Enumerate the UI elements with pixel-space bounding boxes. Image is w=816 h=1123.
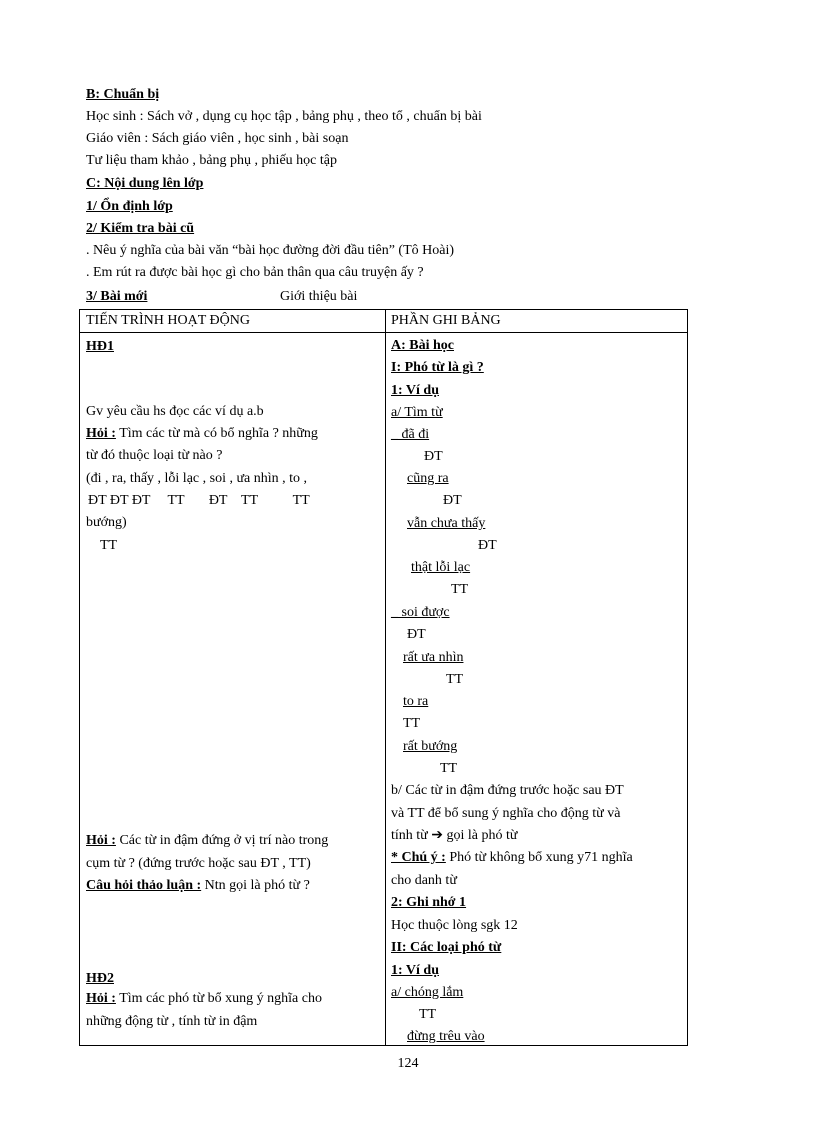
tag-dt: ĐT <box>478 538 497 553</box>
example-that-loi-lac: thật lỗi lạc <box>411 560 471 575</box>
note-line-1: * Chú ý : Phó từ không bổ xung y71 nghĩa <box>391 850 633 865</box>
review-question-1: . Nêu ý nghĩa của bài văn “bài học đường đời đầu tiên” (Tô Hoài) <box>86 243 454 258</box>
example-dung-treu-vao: đừng trêu vào <box>407 1029 485 1044</box>
note-line-2: cho danh từ <box>391 873 457 888</box>
intro-text: Giới thiệu bài <box>280 289 358 304</box>
find-words: a/ Tìm từ <box>391 405 443 420</box>
header-divider <box>80 332 687 333</box>
example-1-heading: 1: Ví dụ <box>391 383 439 398</box>
example-van-chua-thay: vẫn chưa thấy <box>407 516 486 531</box>
note-label: * Chú ý : <box>391 850 446 865</box>
prep-teacher: Giáo viên : Sách giáo viên , học sinh , bài soạn <box>86 131 349 146</box>
section-1: 1/ Ổn định lớp <box>86 199 173 214</box>
tag-tt: TT <box>419 1007 437 1022</box>
hd1-label: HĐ1 <box>86 339 114 354</box>
col1-header: TIẾN TRÌNH HOẠT ĐỘNG <box>86 313 250 328</box>
prep-students: Học sinh : Sách vở , dụng cụ học tập , bảng phụ , theo tổ , chuẩn bị bài <box>86 109 482 124</box>
section-2: 2/ Kiểm tra bài cũ <box>86 221 195 236</box>
tag-dt: ĐT <box>443 493 462 508</box>
tag-dt: ĐT <box>424 449 443 464</box>
example-2-heading: 1: Ví dụ <box>391 963 439 978</box>
example-chong-lam: a/ chóng lắm <box>391 985 464 1000</box>
question-2-line-2: cụm từ ? (đứng trước hoặc sau ĐT , TT) <box>86 856 311 871</box>
lesson-heading: A: Bài học <box>391 338 454 353</box>
section-ii: II: Các loại phó từ <box>391 940 502 955</box>
tag-tt: TT <box>100 538 118 553</box>
example-soi-duoc: _ soi được <box>391 605 450 620</box>
lesson-table <box>79 309 688 1046</box>
tag-tt: TT <box>451 582 469 597</box>
explanation-line-2: và TT để bổ sung ý nghĩa cho động từ và <box>391 806 621 821</box>
remember-heading: 2: Ghi nhớ 1 <box>391 895 467 910</box>
discussion-label: Câu hỏi thảo luận : <box>86 878 202 893</box>
word-buong: bướng) <box>86 515 127 530</box>
tag-dt: ĐT <box>407 627 426 642</box>
example-rat-ua-nhin: rất ưa nhìn <box>403 650 464 665</box>
hd2-label: HĐ2 <box>86 971 114 986</box>
example-da-di: _ đã đi <box>391 427 430 442</box>
prep-materials: Tư liệu tham khảo , bảng phụ , phiếu học tập <box>86 153 337 168</box>
question-1-line-1: Hỏi : Tìm các từ mà có bổ nghĩa ? những <box>86 426 318 441</box>
section-3: 3/ Bài mới <box>86 289 148 304</box>
gv-instruction: Gv yêu cầu hs đọc các ví dụ a.b <box>86 404 264 419</box>
col2-header: PHẦN GHI BẢNG <box>391 313 501 328</box>
explanation-line-1: b/ Các từ in đậm đứng trước hoặc sau ĐT <box>391 783 624 798</box>
word-list: (đi , ra, thấy , lỗi lạc , soi , ưa nhìn , to , <box>86 471 308 486</box>
example-cung-ra: cũng ra <box>407 471 449 486</box>
discussion-question: Câu hỏi thảo luận : Ntn gọi là phó từ ? <box>86 878 310 893</box>
example-rat-buong: rất bướng <box>403 739 458 754</box>
tag-tt: TT <box>440 761 458 776</box>
hoi-label: Hỏi : <box>86 426 116 441</box>
question-2-line-1: Hỏi : Các từ in đậm đứng ở vị trí nào trong <box>86 833 329 848</box>
explanation-line-3: tính từ ➔ gọi là phó từ <box>391 828 518 843</box>
tag-tt: TT <box>403 716 421 731</box>
example-to-ra: to ra <box>403 694 429 709</box>
content-heading: C: Nội dung lên lớp <box>86 176 204 191</box>
question-3-line-2: những động từ , tính từ in đậm <box>86 1014 258 1029</box>
prep-heading: B: Chuẩn bị <box>86 87 160 102</box>
question-3-line-1: Hỏi : Tìm các phó từ bổ xung ý nghĩa cho <box>86 991 322 1006</box>
column-divider <box>385 310 386 1045</box>
page-number: 124 <box>397 1056 419 1071</box>
review-question-2: . Em rút ra được bài học gì cho bản thân qua câu truyện ấy ? <box>86 265 424 280</box>
question-1-line-2: từ đó thuộc loại từ nào ? <box>86 448 223 463</box>
section-i: I: Phó từ là gì ? <box>391 360 484 375</box>
learn-by-heart: Học thuộc lòng sgk 12 <box>391 918 518 933</box>
tag-tt: TT <box>446 672 464 687</box>
word-tags: ĐT ĐT ĐT TT ĐT TT TT <box>88 493 310 508</box>
